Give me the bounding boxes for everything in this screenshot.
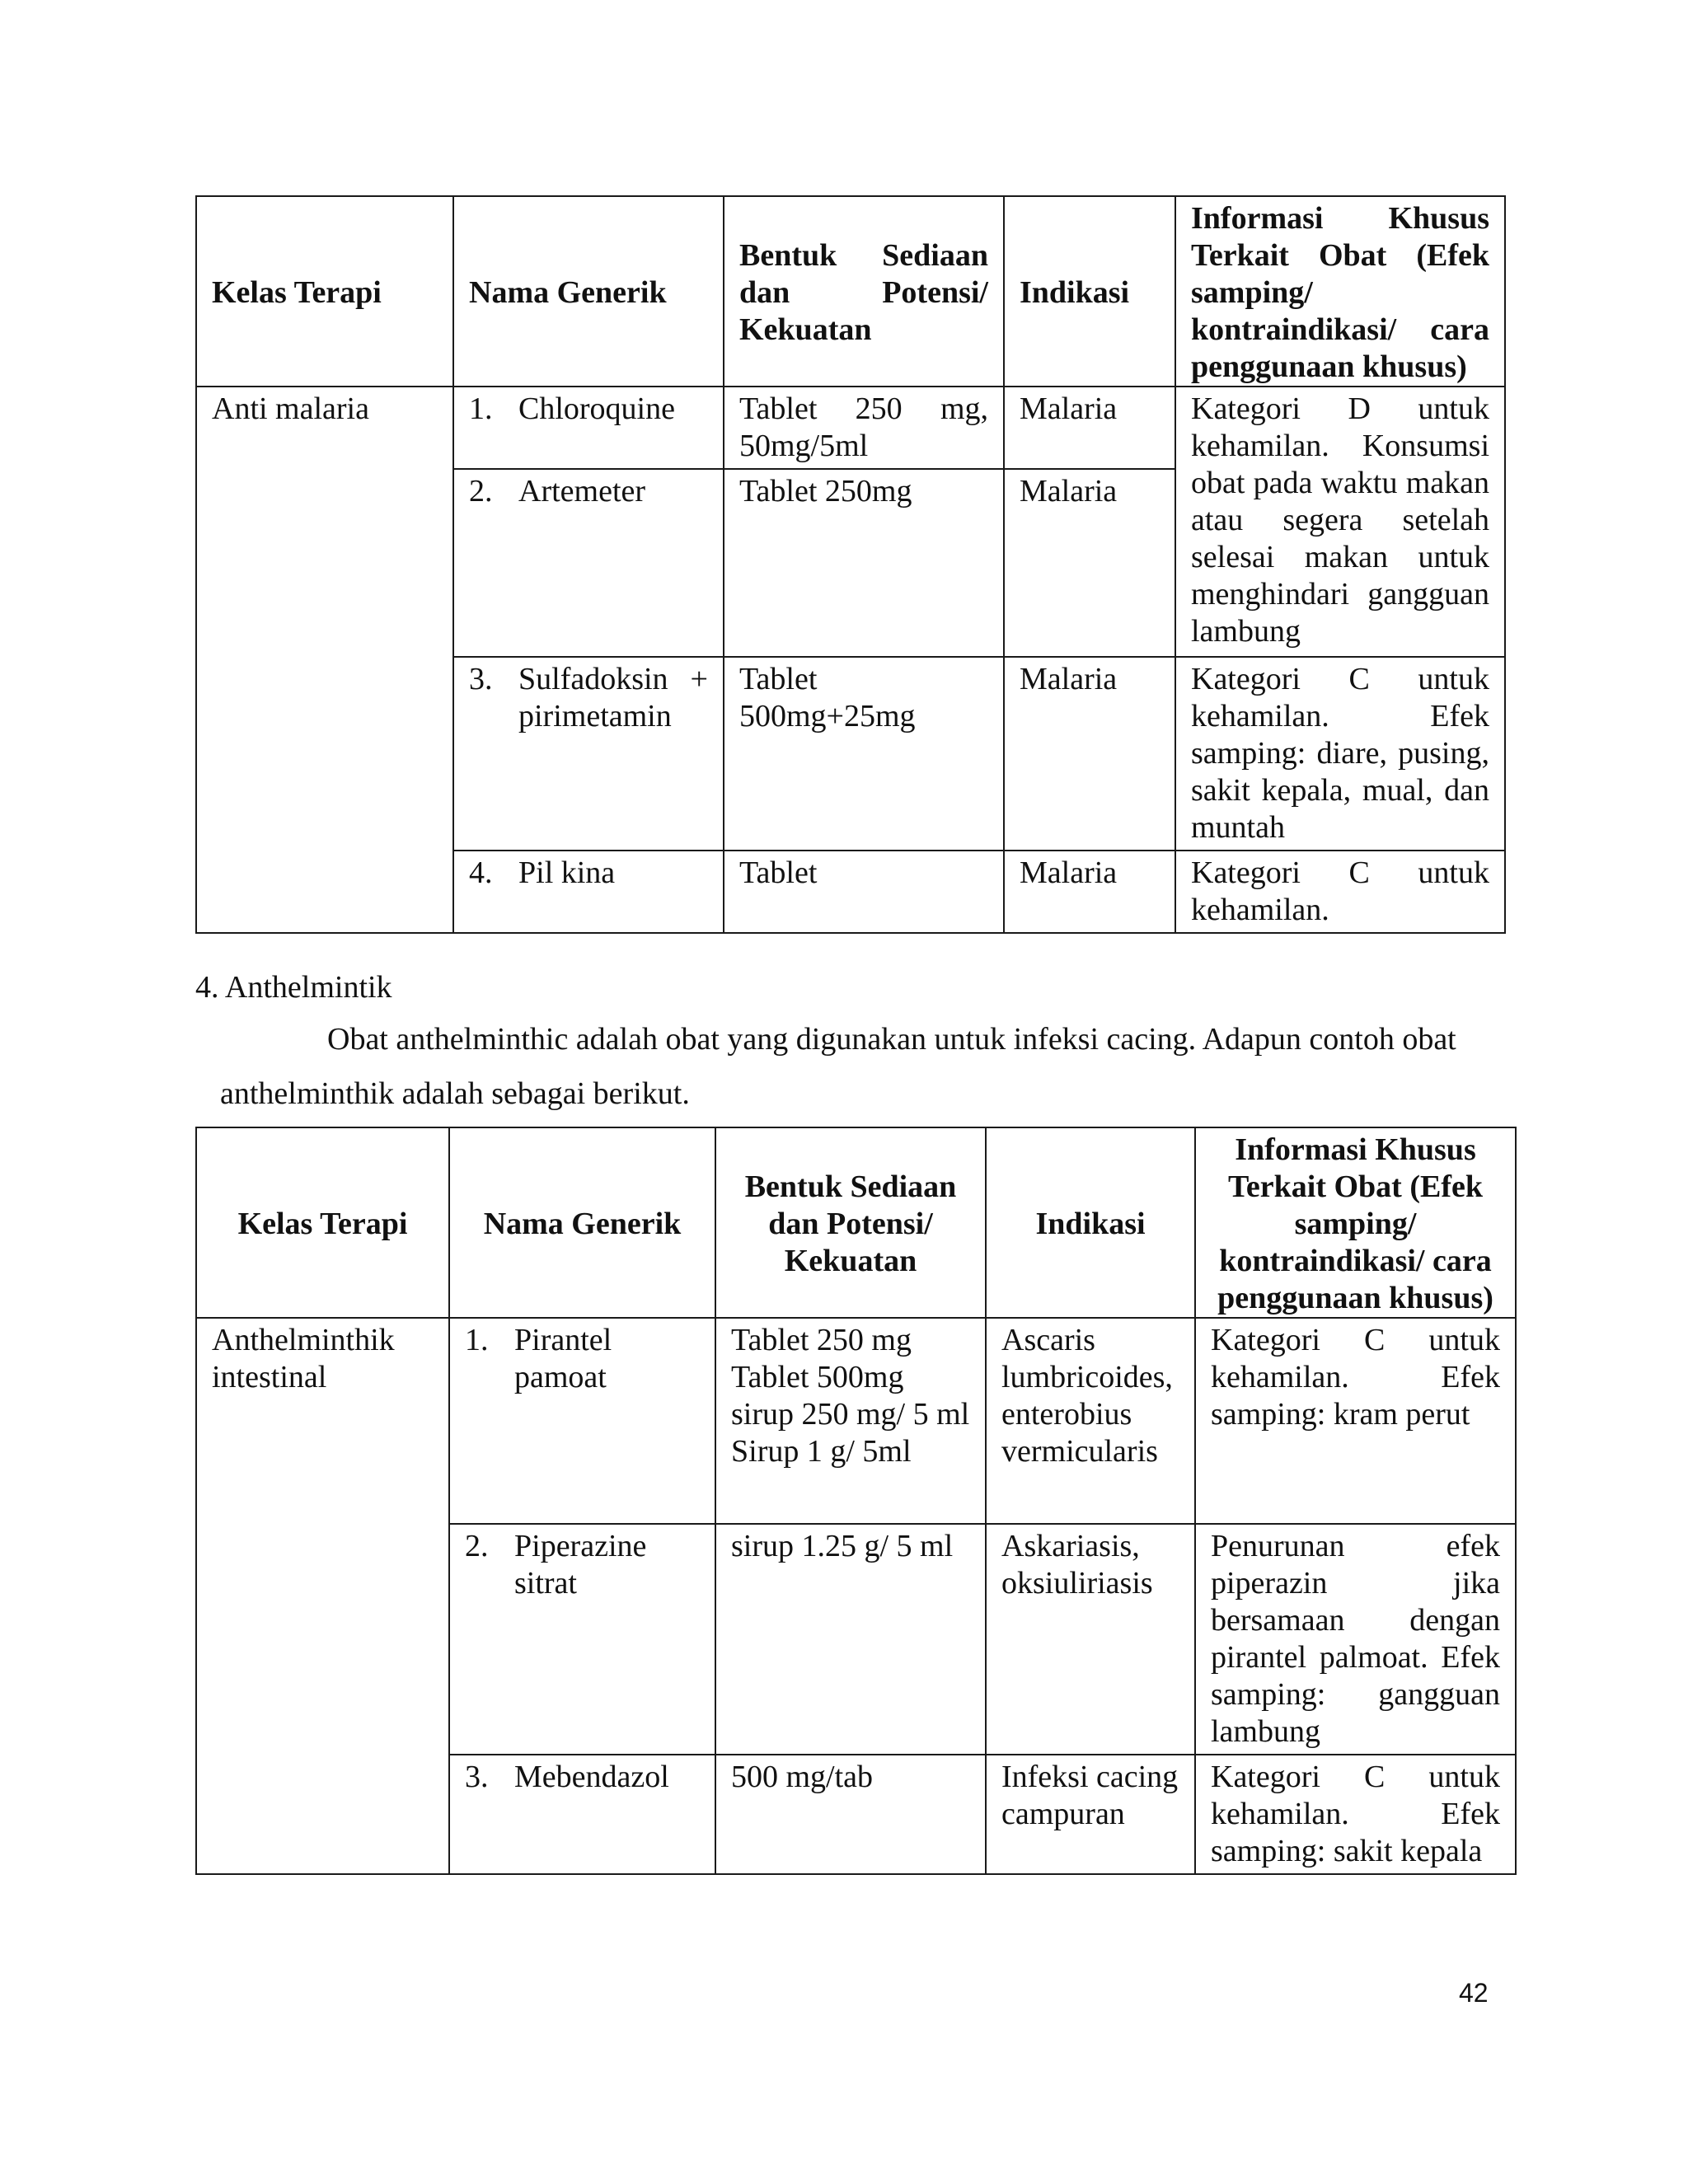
bentuk-sediaan-cell (715, 1524, 986, 1755)
header-nama-generik: Nama Generik (449, 1127, 715, 1318)
drug-name: Piperazine sitrat (514, 1529, 647, 1601)
row-number: 3. (469, 662, 493, 696)
section-heading: 4. Anthelmintik (195, 970, 392, 1005)
paragraph-line: Obat anthelminthic adalah obat yang digunakan untuk infeksi cacing. Adapun contoh obat (327, 1022, 1456, 1057)
indikasi-cell: Ascaris lumbricoides, enterobius vermicularis (986, 1318, 1195, 1524)
nama-generik-cell (449, 1755, 715, 1874)
drug-name: Sulfadoksin + pirimetamin (518, 662, 708, 733)
dosage-line: sirup 1.25 g/ 5 ml (731, 1529, 954, 1563)
nama-generik-cell (449, 1318, 715, 1524)
header-bentuk-sediaan: Bentuk Sediaan dan Potensi/ Kekuatan (715, 1127, 986, 1318)
dosage-line: sirup 250 mg/ 5 ml (731, 1397, 970, 1432)
informasi-khusus-cell: Kategori C untuk kehamilan. Efek samping: sakit kepala (1195, 1755, 1516, 1874)
header-indikasi: Indikasi (986, 1127, 1195, 1318)
header-kelas-terapi: Kelas Terapi (196, 196, 453, 387)
page-number: 42 (1459, 1978, 1489, 2008)
header-kelas-terapi: Kelas Terapi (196, 1127, 449, 1318)
informasi-khusus-cell: Penurunan efek piperazin jika bersamaan dengan pirantel palmoat. Efek samping: gangguan lambung (1195, 1524, 1516, 1755)
bentuk-sediaan-cell (715, 1318, 986, 1524)
row-number: 2. (465, 1529, 489, 1563)
anthelmintik-table (195, 1127, 1517, 1875)
drug-name: Mebendazol (514, 1760, 669, 1794)
drug-name: Artemeter (518, 474, 646, 509)
row-number: 2. (469, 474, 493, 509)
dosage-line: 500 mg/tab (731, 1760, 874, 1794)
dosage-line: Sirup 1 g/ 5ml (731, 1434, 912, 1469)
nama-generik-cell (453, 469, 724, 657)
anti-malaria-table (195, 195, 1506, 934)
indikasi-cell: Infeksi cacing campuran (986, 1755, 1195, 1874)
table-header-row (196, 1127, 1516, 1318)
informasi-khusus-cell: Kategori C untuk kehamilan. Efek samping: kram perut (1195, 1318, 1516, 1524)
kelas-terapi-cell: Anti malaria (196, 387, 453, 933)
indikasi-cell: Malaria (1004, 657, 1175, 851)
bentuk-sediaan-cell: Tablet (724, 851, 1004, 933)
table-row (196, 387, 1505, 469)
bentuk-sediaan-cell: Tablet 250 mg, 50mg/5ml (724, 387, 1004, 469)
section-paragraph (195, 1012, 1506, 1121)
indikasi-cell: Malaria (1004, 387, 1175, 469)
row-number: 3. (465, 1760, 489, 1794)
bentuk-sediaan-cell (715, 1755, 986, 1874)
row-number: 1. (465, 1323, 489, 1357)
header-informasi-khusus: Informasi Khusus Terkait Obat (Efek samping/ kontraindikasi/ cara penggunaan khusus) (1175, 196, 1505, 387)
header-informasi-khusus: Informasi Khusus Terkait Obat (Efek samping/ kontraindikasi/ cara penggunaan khusus) (1195, 1127, 1516, 1318)
bentuk-sediaan-cell: Tablet 500mg+25mg (724, 657, 1004, 851)
header-bentuk-sediaan: Bentuk Sediaan dan Potensi/ Kekuatan (724, 196, 1004, 387)
row-number: 1. (469, 391, 493, 426)
drug-name: Pirantel pamoat (514, 1323, 612, 1394)
dosage-line: Tablet 500mg (731, 1360, 904, 1394)
informasi-khusus-cell: Kategori C untuk kehamilan. (1175, 851, 1505, 933)
nama-generik-cell (453, 657, 724, 851)
header-indikasi: Indikasi (1004, 196, 1175, 387)
bentuk-sediaan-cell: Tablet 250mg (724, 469, 1004, 657)
indikasi-cell: Askariasis, oksiuliriasis (986, 1524, 1195, 1755)
nama-generik-cell (449, 1524, 715, 1755)
paragraph-line: anthelminthik adalah sebagai berikut. (220, 1076, 690, 1111)
informasi-khusus-cell: Kategori C untuk kehamilan. Efek samping: diare, pusing, sakit kepala, mual, dan muntah (1175, 657, 1505, 851)
kelas-terapi-cell: Anthelminthik intestinal (196, 1318, 449, 1874)
nama-generik-cell (453, 851, 724, 933)
header-nama-generik: Nama Generik (453, 196, 724, 387)
table-row (196, 1318, 1516, 1524)
indikasi-cell: Malaria (1004, 469, 1175, 657)
drug-name: Pil kina (518, 855, 616, 890)
table-header-row (196, 196, 1505, 387)
row-number: 4. (469, 855, 493, 890)
nama-generik-cell (453, 387, 724, 469)
indikasi-cell: Malaria (1004, 851, 1175, 933)
drug-name: Chloroquine (518, 391, 675, 426)
dosage-line: Tablet 250 mg (731, 1323, 912, 1357)
informasi-khusus-cell: Kategori D untuk kehamilan. Konsumsi obat pada waktu makan atau segera setelah selesai makan untuk menghindari gangguan lambung (1175, 387, 1505, 657)
